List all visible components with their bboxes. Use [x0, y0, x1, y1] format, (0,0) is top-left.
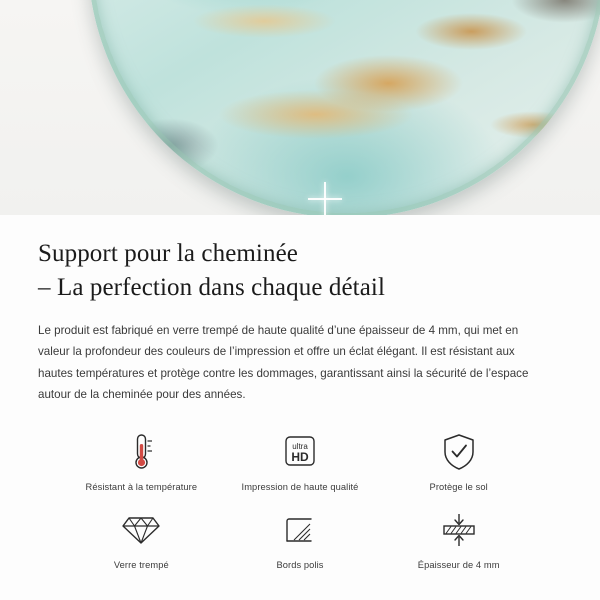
svg-text:ultra: ultra	[292, 441, 308, 451]
shield-check-icon	[440, 430, 478, 474]
thickness-4mm-icon	[438, 508, 480, 552]
feature-item-floor-protection	[379, 430, 538, 492]
hero-image	[0, 0, 600, 215]
text-content	[0, 215, 600, 570]
thermometer-icon	[124, 430, 158, 474]
feature-item-print-quality	[221, 430, 380, 492]
description-paragraph: Le produit est fabriqué en verre trempé de haute qualité d’une épaisseur de 4 mm, qui met en valeur la profondeur des couleurs de l’impression et offre un éclat élégant. Il est résistant aux hautes températures et protège contre les dommages, garantissant ainsi la sécurité de l’espace autour de la cheminée pour des années.	[38, 324, 529, 402]
polished-edges-icon	[283, 508, 317, 552]
feature-label: Épaisseur de 4 mm	[417, 559, 500, 570]
feature-item-tempered-glass	[62, 508, 221, 570]
headline-line-1: Support pour la cheminée	[38, 240, 298, 267]
feature-grid	[38, 430, 562, 570]
feature-item-polished-edges	[221, 508, 380, 570]
feature-item-temperature	[62, 430, 221, 492]
page-title	[38, 237, 562, 304]
feature-item-thickness	[379, 508, 538, 570]
feature-label: Protège le sol	[429, 481, 488, 492]
diamond-icon	[120, 508, 162, 552]
feature-label: Résistant à la température	[85, 481, 198, 492]
ultra-hd-icon	[280, 430, 320, 474]
glass-panel-image	[88, 0, 600, 215]
feature-label: Verre trempé	[113, 559, 169, 570]
svg-text:HD: HD	[291, 449, 309, 464]
headline-line-2: – La perfection dans chaque détail	[38, 273, 385, 301]
feature-label: Bords polis	[276, 559, 324, 570]
feature-label: Impression de haute qualité	[241, 481, 359, 492]
